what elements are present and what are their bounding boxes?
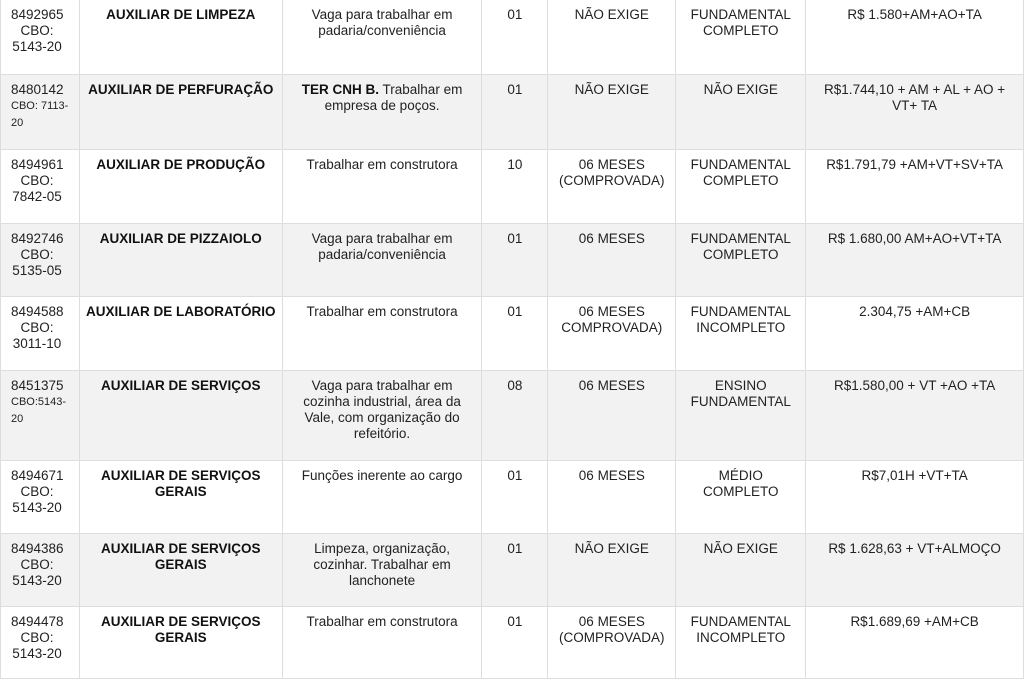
vacancy-count-cell: 01 — [482, 461, 548, 534]
education-requirement-cell: FUNDAMENTAL COMPLETO — [676, 0, 806, 75]
education-requirement-cell: ENSINO FUNDAMENTAL — [676, 371, 806, 461]
experience-requirement-cell: 06 MESES — [548, 224, 676, 297]
description-text: Vaga para trabalhar em cozinha industrial, área da Vale, com organização do refeitório. — [303, 378, 461, 441]
experience-requirement-cell: 06 MESES — [548, 371, 676, 461]
cbo-code: CBO:5143-20 — [11, 396, 67, 425]
vacancy-count-cell: 01 — [482, 75, 548, 150]
cbo-code: CBO: 5143-20 — [12, 23, 62, 54]
experience-requirement-cell: 06 MESES (COMPROVADA) — [548, 150, 676, 224]
job-title-cell: AUXILIAR DE SERVIÇOS GERAIS — [79, 461, 282, 534]
job-description-cell — [282, 224, 482, 297]
description-text: Vaga para trabalhar em padaria/conveniência — [311, 7, 453, 38]
cbo-code: CBO: 3011-10 — [12, 320, 62, 351]
cbo-code: CBO: 5135-05 — [12, 247, 62, 278]
education-requirement-cell: FUNDAMENTAL INCOMPLETO — [676, 607, 806, 679]
salary-benefits-cell: R$ 1.680,00 AM+AO+VT+TA — [806, 224, 1024, 297]
table-row — [1, 607, 1024, 679]
table-row — [1, 461, 1024, 534]
cbo-code: CBO: 7842-05 — [12, 173, 62, 204]
description-highlight: TER CNH B. — [301, 82, 380, 97]
vacancy-count-cell: 01 — [482, 0, 548, 75]
vacancy-code-cell — [1, 534, 80, 607]
vacancy-code-cell — [1, 297, 80, 371]
vacancy-code: 8494588 — [11, 304, 64, 319]
cbo-code: CBO: 5143-20 — [12, 484, 62, 515]
table-row — [1, 371, 1024, 461]
salary-benefits-cell: R$ 1.580+AM+AO+TA — [806, 0, 1024, 75]
description-text: Trabalhar em empresa de poços. — [324, 82, 463, 113]
cbo-code: CBO: 5143-20 — [12, 557, 62, 588]
salary-benefits-cell: R$1.791,79 +AM+VT+SV+TA — [806, 150, 1024, 224]
vacancy-code-cell — [1, 224, 80, 297]
job-title-cell: AUXILIAR DE PIZZAIOLO — [79, 224, 282, 297]
vacancy-code-cell — [1, 371, 80, 461]
job-description-cell — [282, 607, 482, 679]
description-text: Trabalhar em construtora — [306, 304, 458, 319]
job-description-cell — [282, 0, 482, 75]
experience-requirement-cell: 06 MESES (COMPROVADA) — [548, 607, 676, 679]
job-description-cell — [282, 534, 482, 607]
table-row — [1, 0, 1024, 75]
vacancy-code: 8494961 — [11, 157, 64, 172]
salary-benefits-cell: R$1.689,69 +AM+CB — [806, 607, 1024, 679]
vacancy-code-cell — [1, 75, 80, 150]
salary-benefits-cell: R$1.580,00 + VT +AO +TA — [806, 371, 1024, 461]
table-row — [1, 150, 1024, 224]
vacancy-code-cell — [1, 607, 80, 679]
education-requirement-cell: MÉDIO COMPLETO — [676, 461, 806, 534]
job-description-cell — [282, 297, 482, 371]
job-title-cell: AUXILIAR DE SERVIÇOS GERAIS — [79, 534, 282, 607]
education-requirement-cell: FUNDAMENTAL COMPLETO — [676, 150, 806, 224]
job-title-cell: AUXILIAR DE PERFURAÇÃO — [79, 75, 282, 150]
cbo-code: CBO: 7113-20 — [11, 100, 69, 129]
description-text: Limpeza, organização, cozinhar. Trabalhar em lanchonete — [313, 541, 451, 588]
description-text: Trabalhar em construtora — [306, 157, 458, 172]
job-description-cell — [282, 371, 482, 461]
experience-requirement-cell: NÃO EXIGE — [548, 0, 676, 75]
table-row — [1, 75, 1024, 150]
vacancy-count-cell: 10 — [482, 150, 548, 224]
vacancy-code: 8494386 — [11, 541, 64, 556]
description-text: Trabalhar em construtora — [306, 614, 458, 629]
description-text: Funções inerente ao cargo — [301, 468, 463, 483]
vacancy-code-cell — [1, 150, 80, 224]
salary-benefits-cell: R$7,01H +VT+TA — [806, 461, 1024, 534]
job-title-cell: AUXILIAR DE LIMPEZA — [79, 0, 282, 75]
vacancy-code-cell — [1, 0, 80, 75]
vacancy-code: 8494671 — [11, 468, 64, 483]
experience-requirement-cell: NÃO EXIGE — [548, 534, 676, 607]
vacancy-code: 8492746 — [11, 231, 64, 246]
vacancy-code: 8492965 — [11, 7, 64, 22]
cbo-code: CBO: 5143-20 — [12, 630, 62, 661]
job-title-cell: AUXILIAR DE SERVIÇOS — [79, 371, 282, 461]
experience-requirement-cell: NÃO EXIGE — [548, 75, 676, 150]
education-requirement-cell: NÃO EXIGE — [676, 534, 806, 607]
vacancy-count-cell: 01 — [482, 534, 548, 607]
job-listings-body — [1, 0, 1024, 679]
experience-requirement-cell: 06 MESES — [548, 461, 676, 534]
job-title-cell: AUXILIAR DE SERVIÇOS GERAIS — [79, 607, 282, 679]
experience-requirement-cell: 06 MESES COMPROVADA) — [548, 297, 676, 371]
table-row — [1, 224, 1024, 297]
job-description-cell — [282, 150, 482, 224]
salary-benefits-cell: 2.304,75 +AM+CB — [806, 297, 1024, 371]
salary-benefits-cell: R$1.744,10 + AM + AL + AO + VT+ TA — [806, 75, 1024, 150]
vacancy-count-cell: 08 — [482, 371, 548, 461]
vacancy-code: 8451375 — [11, 378, 64, 393]
education-requirement-cell: NÃO EXIGE — [676, 75, 806, 150]
job-title-cell: AUXILIAR DE LABORATÓRIO — [79, 297, 282, 371]
education-requirement-cell: FUNDAMENTAL INCOMPLETO — [676, 297, 806, 371]
table-row — [1, 534, 1024, 607]
vacancy-count-cell: 01 — [482, 224, 548, 297]
job-description-cell — [282, 75, 482, 150]
description-text: Vaga para trabalhar em padaria/conveniência — [311, 231, 453, 262]
vacancy-count-cell: 01 — [482, 297, 548, 371]
table-row — [1, 297, 1024, 371]
job-title-cell: AUXILIAR DE PRODUÇÃO — [79, 150, 282, 224]
vacancy-code: 8494478 — [11, 614, 64, 629]
salary-benefits-cell: R$ 1.628,63 + VT+ALMOÇO — [806, 534, 1024, 607]
vacancy-code: 8480142 — [11, 82, 64, 97]
education-requirement-cell: FUNDAMENTAL COMPLETO — [676, 224, 806, 297]
job-description-cell — [282, 461, 482, 534]
vacancy-count-cell: 01 — [482, 607, 548, 679]
vacancy-code-cell — [1, 461, 80, 534]
